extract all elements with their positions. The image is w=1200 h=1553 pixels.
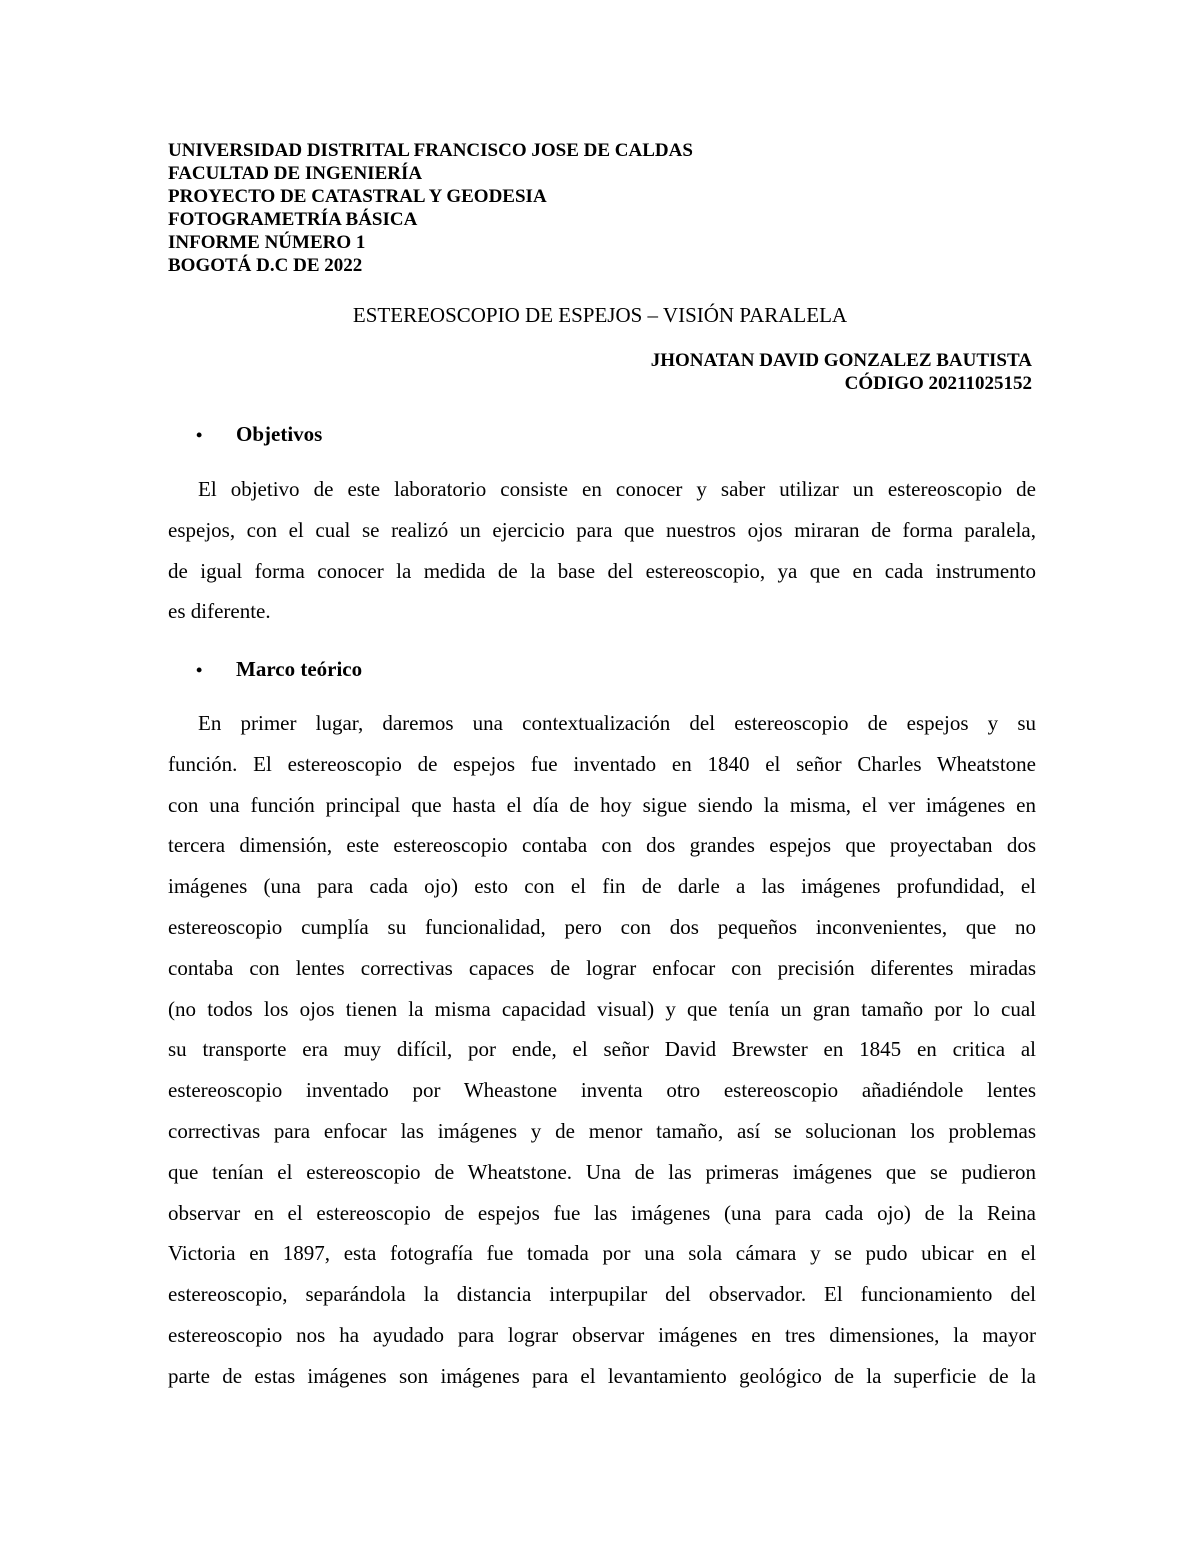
paragraph-line: En primer lugar, daremos una contextualización del estereoscopio de espejos y su (198, 711, 1036, 735)
paragraph-line: El objetivo de este laboratorio consiste en conocer y saber utilizar un estereoscopio de (198, 477, 1036, 501)
author-name: JHONATAN DAVID GONZALEZ BAUTISTA (650, 350, 1032, 371)
paragraph-line: Victoria en 1897, esta fotografía fue tomada por una sola cámara y se pudo ubicar en el (168, 1241, 1036, 1266)
paragraph-line: de igual forma conocer la medida de la base del estereoscopio, ya que en cada instrumento (168, 558, 1036, 583)
paragraph-line: imágenes (una para cada ojo) esto con el fin de darle a las imágenes profundidad, el (168, 874, 1036, 899)
section-heading-label: Objetivos (236, 422, 323, 446)
paragraph-line: es diferente. (168, 599, 271, 624)
bullet-icon: • (196, 425, 203, 445)
paragraph-objetivos (168, 469, 1036, 632)
paragraph-line: correctivas para enfocar las imágenes y de menor tamaño, así se solucionan los problemas (168, 1118, 1036, 1143)
paragraph-line: con una función principal que hasta el día de hoy sigue siendo la misma, el ver imágenes en (168, 792, 1036, 817)
document-title: ESTEREOSCOPIO DE ESPEJOS – VISIÓN PARALELA (352, 303, 848, 327)
header-course: FOTOGRAMETRÍA BÁSICA (168, 209, 418, 230)
paragraph-marco-teorico (168, 703, 1036, 1397)
paragraph-line: su transporte era muy difícil, por ende, el señor David Brewster en 1845 en critica al (168, 1037, 1036, 1062)
header-project: PROYECTO DE CATASTRAL Y GEODESIA (168, 186, 547, 207)
author-code: CÓDIGO 20211025152 (844, 373, 1032, 394)
paragraph-line: estereoscopio nos ha ayudado para lograr observar imágenes en tres dimensiones, la mayor (168, 1322, 1036, 1347)
paragraph-line: espejos, con el cual se realizó un ejercicio para que nuestros ojos miraran de forma paralela, (168, 517, 1036, 542)
header-faculty: FACULTAD DE INGENIERÍA (168, 163, 423, 184)
institution-header (168, 139, 1048, 277)
header-university: UNIVERSIDAD DISTRITAL FRANCISCO JOSE DE CALDAS (168, 140, 693, 161)
section-heading-marco-teorico (196, 656, 362, 683)
section-heading-objetivos (196, 421, 322, 448)
paragraph-line: estereoscopio cumplía su funcionalidad, pero con dos pequeños inconvenientes, que no (168, 914, 1036, 939)
paragraph-line: (no todos los ojos tienen la misma capacidad visual) y que tenía un gran tamaño por lo cual (168, 996, 1036, 1021)
paragraph-line: que tenían el estereoscopio de Wheatstone. Una de las primeras imágenes que se pudieron (168, 1159, 1036, 1184)
author-block (651, 349, 1032, 395)
header-report-number: INFORME NÚMERO 1 (168, 232, 366, 253)
paragraph-line: función. El estereoscopio de espejos fue inventado en 1840 el señor Charles Wheatstone (168, 751, 1036, 776)
paragraph-line: contaba con lentes correctivas capaces de lograr enfocar con precisión diferentes miradas (168, 955, 1036, 980)
bullet-icon: • (196, 660, 203, 680)
paragraph-line: estereoscopio inventado por Wheastone inventa otro estereoscopio añadiéndole lentes (168, 1078, 1036, 1103)
paragraph-line: estereoscopio, separándola la distancia interpupilar del observador. El funcionamiento del (168, 1282, 1036, 1307)
paragraph-line: observar en el estereoscopio de espejos fue las imágenes (una para cada ojo) de la Reina (168, 1200, 1036, 1225)
paragraph-line: tercera dimensión, este estereoscopio contaba con dos grandes espejos que proyectaban dos (168, 833, 1036, 858)
section-heading-label: Marco teórico (236, 657, 363, 681)
paragraph-line: parte de estas imágenes son imágenes para el levantamiento geológico de la superficie de la (168, 1363, 1036, 1388)
header-city-year: BOGOTÁ D.C DE 2022 (168, 255, 363, 276)
